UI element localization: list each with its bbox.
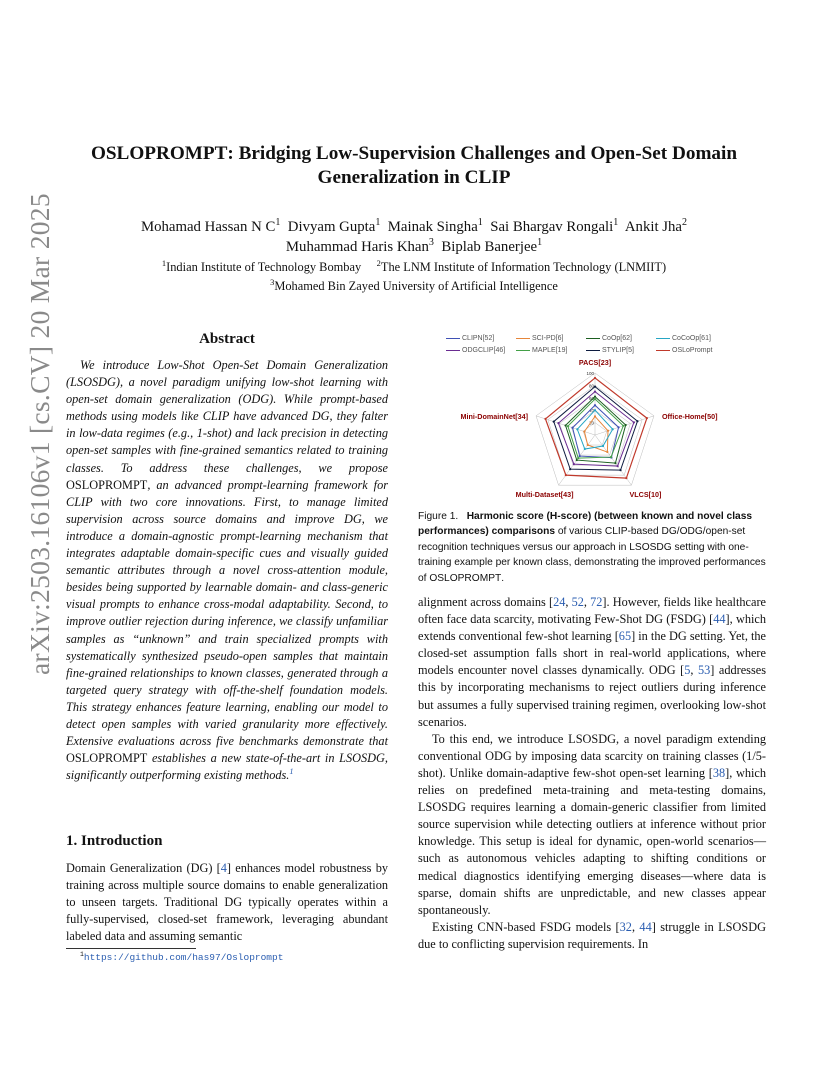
author: Divyam Gupta [287, 219, 376, 235]
right-column-body [418, 594, 766, 953]
body-text: alignment across domains [ [418, 595, 554, 609]
data-point [576, 428, 578, 430]
footnote [80, 952, 283, 963]
body-text: ]. However, fields like healthcare often face data scarcity, motivating Few-Shot DG (FSDG) [ [418, 595, 767, 627]
body-text: , [690, 663, 698, 678]
author: Biplab Banerjee [441, 239, 538, 255]
body-text: Existing CNN-based FSDG models [ [432, 919, 620, 934]
data-point [607, 430, 609, 432]
paper-title [60, 142, 768, 190]
legend-label: STYLIP[5] [602, 347, 634, 354]
title-text: : Bridging Low-Supervision Challenges and Open-Set Domain Generalization in CLIP [227, 143, 738, 188]
affil-mark: 2 [682, 217, 688, 229]
data-point [579, 455, 581, 457]
body-text: , [583, 595, 591, 609]
axis-label: Multi-Dataset[43] [515, 490, 574, 500]
data-point [625, 477, 627, 479]
method-name: OSLOPROMPT [66, 751, 148, 766]
affil-mark: 1 [613, 217, 619, 229]
data-point [567, 425, 569, 427]
tick-label: 60 [588, 395, 594, 401]
legend-label: OSLoPrompt [672, 347, 713, 354]
body-text: ] struggle in LSOSDG due to conflicting supervision requirements. In [418, 919, 766, 951]
affiliation-line-2 [60, 277, 768, 296]
data-point [594, 386, 596, 388]
legend-label: MAPLE[19] [532, 347, 568, 354]
footnote-mark: 1 [80, 950, 84, 958]
data-point [614, 462, 616, 464]
abstract-heading: Abstract [199, 331, 255, 347]
tick-label: 80 [588, 383, 594, 389]
body-text: Domain Generalization (DG) [ [66, 861, 221, 875]
affil-mark: 1 [375, 217, 381, 229]
data-point [646, 417, 648, 419]
paragraph [418, 594, 766, 731]
caption-emphasis: Harmonic score (H-score) (between known and novel class performances) comparisons [418, 511, 753, 538]
legend-label: CoCoOp[61] [672, 335, 711, 342]
affil-mark: 3 [428, 237, 434, 249]
citation-link[interactable]: 53 [697, 663, 711, 678]
data-point [553, 420, 555, 422]
author: Mainak Singha [387, 219, 478, 235]
body-text: , [565, 595, 572, 609]
data-point [565, 474, 567, 476]
author: Ankit Jha [624, 219, 683, 235]
citation-link[interactable]: 24 [553, 595, 566, 609]
affiliation: Indian Institute of Technology Bombay [166, 260, 362, 274]
caption-label: Figure 1. [418, 511, 459, 522]
data-point [594, 415, 596, 417]
data-point [610, 456, 612, 458]
data-point [587, 444, 589, 446]
radar-chart [430, 330, 760, 508]
data-point [571, 427, 573, 429]
affiliation-line-1 [60, 258, 768, 277]
data-point [594, 409, 596, 411]
method-name: OSLOPROMPT [429, 572, 502, 584]
data-point [583, 430, 585, 432]
data-point [619, 469, 621, 471]
data-point [602, 445, 604, 447]
axis-label: PACS[23] [578, 358, 612, 367]
tick-label: 40 [588, 408, 594, 414]
citation-link[interactable]: 5 [684, 663, 691, 678]
abstract-text: , an advanced prompt-learning framework for CLIP with two core innovations. First, to manage limited supervision across source domains and improve DG, we introduce a domain-agnostic prompt-learning mechanism that integrates adaptable domain-specific cues and visually guided semantic attributes through a novel cross-attention module, besides being supported by learnable domain- and class-generic visual prompts to enhance cross-modal adaptability. Second, to improve outlier rejection during inference, we classify unfamiliar samples as “unknown” and train specialized prompts with systematically synthesized pseudo-open samples that maintain fine-grained relationships to known classes, generated through a targeted query strategy with off-the-shelf foundation models. This strategy enhances feature learning, enabling our model to detect open samples with varied granularity more effectively. Extensive evaluations across five benchmarks demonstrate that [66, 477, 388, 749]
caption-text: of various CLIP-based DG/ODG/open-set recognition techniques versus our approach in LSOSDG setting with one-training example per known class, demonstrating the improved performances of [418, 526, 766, 584]
data-point [594, 395, 596, 397]
footnote-rule [66, 948, 196, 949]
method-name: OSLOPROMPT [90, 143, 228, 164]
method-name: OSLOPROMPT [66, 477, 148, 492]
data-point [564, 424, 566, 426]
axis-label: Mini-DomainNet[34] [460, 411, 529, 421]
data-point [573, 463, 575, 465]
citation-link[interactable]: 4 [220, 861, 227, 875]
body-text: ], which relies on predefined meta-training and meta-testing domains, LSOSDG requires learning a domain-generic classifier from limited source supervision while detecting outliers at inference without prior knowledge. This setup is ideal for dynamic, open-world scenarios—such as autonomous vehicles adapting to shifting conditions or medical diagnostics identifying emerging diseases—where data is sparse, domain shifts are unpredictable, and new classes appear spontaneously. [418, 765, 766, 917]
body-text: ], which extends conventional few-shot learning [ [418, 612, 766, 644]
author: Muhammad Haris Khan [285, 239, 429, 255]
affiliation: The LNM Institute of Information Technology (LNMIIT) [380, 260, 667, 274]
author-line-1 [60, 217, 768, 237]
affil-mark: 1 [477, 217, 483, 229]
figure-caption [418, 509, 766, 586]
citation-link[interactable]: 44 [639, 919, 652, 934]
data-point [594, 398, 596, 400]
grid-spoke [595, 416, 654, 435]
data-point [594, 391, 596, 393]
affil-mark: 3 [270, 276, 275, 287]
data-point [544, 418, 546, 420]
citation-link[interactable]: 65 [618, 629, 632, 644]
data-point [557, 422, 559, 424]
citation-link[interactable]: 72 [590, 595, 603, 609]
affil-mark: 1 [161, 257, 167, 268]
data-point [622, 425, 624, 427]
data-point [594, 377, 596, 379]
arxiv-stamp [22, 193, 62, 675]
data-point [625, 424, 627, 426]
section-heading-introduction: 1. Introduction [66, 833, 163, 849]
citation-link[interactable]: 38 [712, 765, 726, 780]
citation-link[interactable]: 44 [713, 612, 726, 627]
data-point [594, 404, 596, 406]
github-link[interactable]: https://github.com/has97/Osloprompt [83, 952, 284, 963]
legend-label: SCI-PD[6] [532, 335, 564, 342]
data-point [617, 426, 619, 428]
tick-label: 100 [586, 371, 594, 376]
body-text: To this end, we introduce LSOSDG, a novel paradigm extending conventional ODG by imposing data scarcity on training classes (1/5-shot). Unlike domain-adaptive few-shot open-set learning [ [418, 731, 766, 780]
data-point [576, 459, 578, 461]
abstract-text: We introduce Low-Shot Open-Set Domain Generalization (LSOSDG), a novel paradigm unifying low-shot learning with open-set domain generalization (ODG). While prompt-based methods using models like CLIP have advanced DG, they falter in low-data regimes (e.g., 1-shot) and lack precision in detecting open-set samples with fine-grained semantics related to training classes. To address these challenges, we propose [66, 358, 388, 475]
affil-mark: 1 [537, 237, 543, 249]
author: Mohamad Hassan N C [140, 219, 276, 235]
body-text: ] addresses this by incorporating mechanisms to reject outliers during inference but assumes a fully supervised training regimen, overlooking low-shot scenarios. [418, 663, 766, 729]
introduction-body [66, 860, 388, 945]
data-point [612, 428, 614, 430]
legend-label: CoOp[62] [602, 335, 632, 342]
data-point [569, 468, 571, 470]
abstract-text: establishes a new state-of-the-art in LSOSDG, significantly outperforming existing methods. [66, 751, 388, 783]
data-point [606, 451, 608, 453]
caption-text: . [501, 572, 505, 584]
affiliations [60, 258, 768, 296]
affiliation: Mohamed Bin Zayed University of Artificial Intelligence [274, 279, 558, 293]
data-point [577, 457, 579, 459]
series-line [566, 397, 626, 464]
body-text: , [631, 919, 640, 934]
data-point [636, 420, 638, 422]
citation-link[interactable]: 32 [619, 919, 632, 934]
data-point [633, 421, 635, 423]
axis-label: Office-Home[50] [661, 411, 718, 421]
legend-label: ODGCLIP[46] [462, 347, 506, 354]
body-text: ] enhances model robustness by training across multiple source domains to enable generalization to unseen targets. Traditional DG typically operates within a fully-supervised, closed-set framework, leveraging abundant labeled data and assuming semantic [66, 861, 388, 944]
affil-mark: 2 [376, 257, 381, 268]
axis-label: VLCS[10] [629, 490, 662, 500]
author: Sai Bhargav Rongali [490, 219, 614, 235]
abstract-body [66, 357, 388, 784]
footnote-link[interactable]: 1 [289, 767, 294, 777]
author-list [60, 217, 768, 257]
author-line-2 [60, 237, 768, 257]
tick-label: 20 [588, 420, 594, 426]
paragraph [418, 919, 766, 953]
citation-link[interactable]: 52 [571, 595, 584, 609]
arxiv-id: arXiv:2503.16106v1 [cs.CV] 20 Mar 2025 [24, 193, 55, 675]
data-point [616, 465, 618, 467]
body-text: ] in the DG setting. Yet, the closed-set assumption falls short in real-world applications, where models encounter novel classes dynamically. ODG [ [418, 629, 767, 678]
affil-mark: 1 [275, 217, 281, 229]
data-point [584, 448, 586, 450]
paragraph [418, 731, 766, 919]
legend-label: CLIPN[52] [462, 335, 495, 342]
